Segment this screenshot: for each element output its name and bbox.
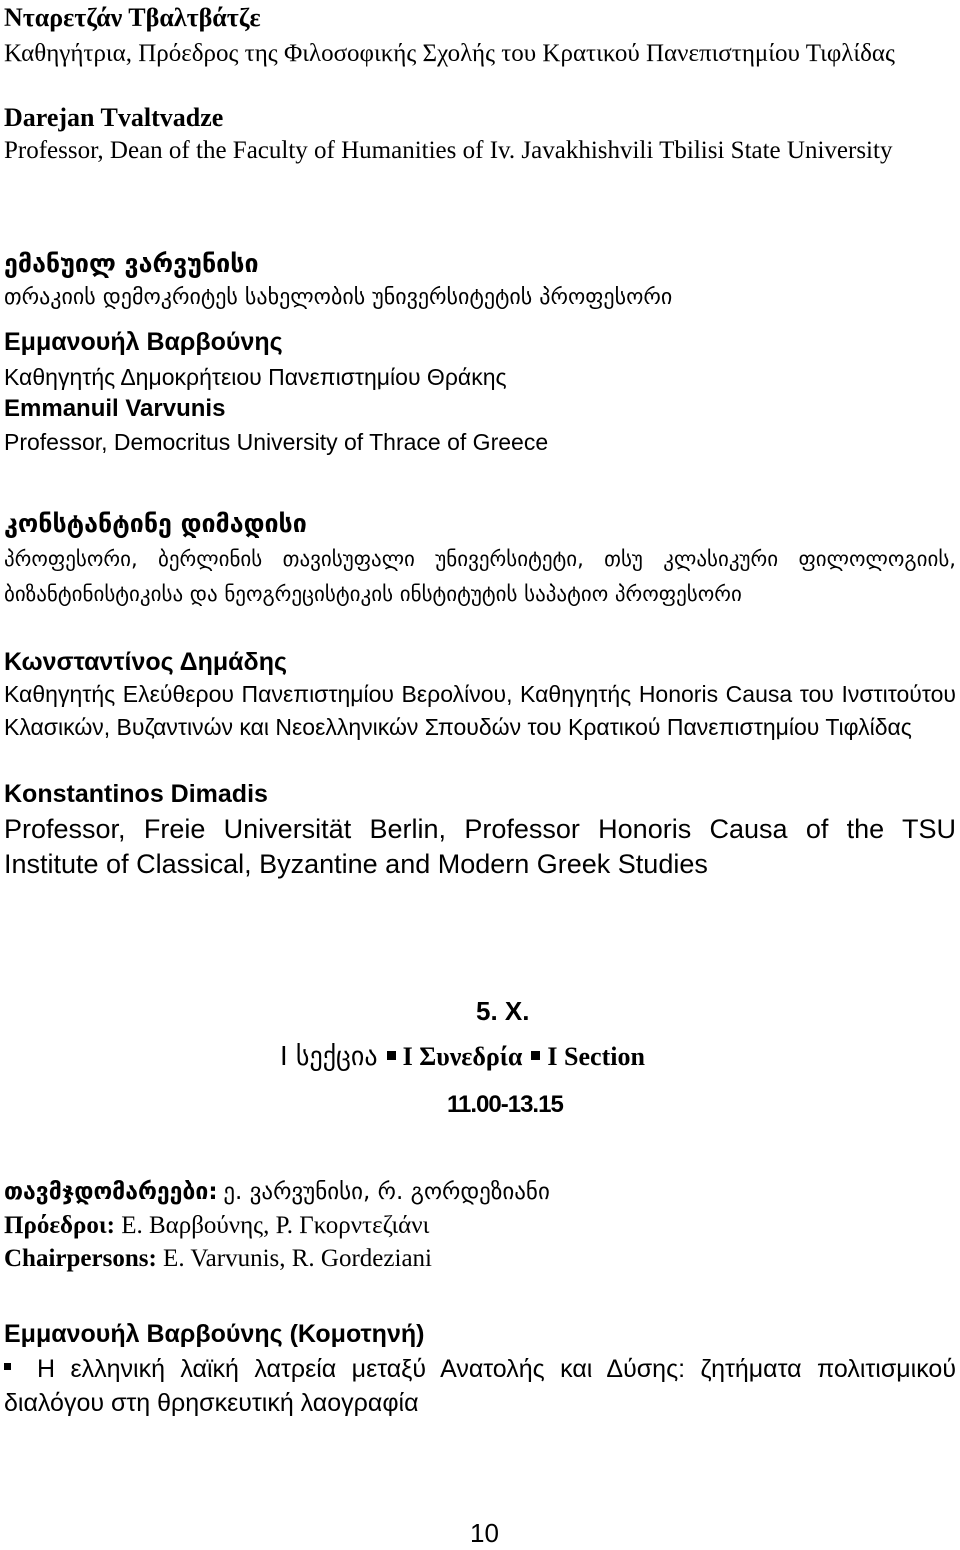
chairs-names-english: E. Varvunis, R. Gordeziani [163, 1245, 432, 1272]
chairs-names-georgian: ე. ვარვუნისი, რ. გორდეზიანი [223, 1179, 550, 1205]
person-name-english: Darejan Tvaltvadze [4, 103, 224, 132]
person-title-greek: Καθηγητής Ελεύθερου Πανεπιστημίου Βερολίνου, Καθηγητής Honoris Causa του Ινστιτούτου Κλασικών, Βυζαντινών και Νεοελληνικών Σπουδών του Κρατικού Πανεπιστημίου Τιφλίδας [4, 681, 956, 740]
person-title-greek: Καθηγήτρια, Πρόεδρος της Φιλοσοφικής Σχολής του Κρατικού Πανεπιστημίου Τιφλίδας [4, 40, 895, 67]
person-title-english: Professor, Democritus University of Thrace of Greece [4, 429, 549, 455]
person-name-georgian: ემანუილ ვარვუნისი [4, 249, 259, 278]
chairs-label-georgian: თავმჯდომარეები: [4, 1179, 218, 1205]
person-title-english: Professor, Freie Universität Berlin, Professor Honoris Causa of the TSU Institute of Classical, Byzantine and Modern Greek Studies [4, 814, 956, 879]
person-name-english: Konstantinos Dimadis [4, 780, 268, 808]
person-name-georgian: კონსტანტინე დიმადისი [4, 509, 307, 538]
session-heading [280, 1040, 645, 1074]
square-bullet-icon [531, 1051, 540, 1060]
session-time: 11.00-13.15 [447, 1091, 563, 1118]
square-bullet-icon [387, 1051, 396, 1060]
paper-title-item [4, 1352, 956, 1420]
person-name-greek: Εμμανουήλ Βαρβούνης [4, 328, 283, 356]
paper-author: Εμμανουήλ Βαρβούνης (Κομοτηνή) [4, 1320, 425, 1348]
paper-title: Η ελληνική λαϊκή λατρεία μεταξύ Ανατολής και Δύσης: ζητήματα πολιτισμικού διαλόγου στη θρησκευτική λαογραφία [4, 1355, 956, 1417]
person-title-georgian: თრაკიის დემოკრიტეს სახელობის უნივერსიტეტის პროფესორი [4, 285, 673, 310]
chairs-greek [4, 1210, 429, 1242]
person-title-english: Professor, Dean of the Faculty of Humanities of Iv. Javakhishvili Tbilisi State University [4, 137, 893, 164]
session-label-english: I Section [547, 1042, 645, 1071]
page-number: 10 [470, 1518, 499, 1548]
person-title-greek: Καθηγητής Δημοκρήτειου Πανεπιστημίου Θράκης [4, 364, 507, 390]
session-label-greek: I Συνεδρία [402, 1042, 523, 1071]
person-name-greek: Κωνσταντίνος Δημάδης [4, 648, 287, 676]
session-label-georgian: I სექცია [280, 1042, 378, 1072]
chairs-english [4, 1243, 432, 1275]
chairs-georgian [4, 1176, 550, 1208]
person-name-english: Emmanuil Varvunis [4, 395, 226, 422]
person-title-georgian: პროფესორი, ბერლინის თავისუფალი უნივერსიტეტი, თსუ კლასიკური ფილოლოგიის, ბიზანტინისტიკისა და ნეოგრეცისტიკის ინსტიტუტის საპატიო პროფესორი [4, 547, 956, 606]
session-date: 5. X. [476, 996, 530, 1026]
chairs-label-english: Chairpersons: [4, 1245, 157, 1272]
chairs-label-greek: Πρόεδροι: [4, 1212, 115, 1239]
person-name-greek: Νταρετζάν Τβαλτβάτζε [4, 3, 261, 32]
square-bullet-icon [4, 1363, 11, 1370]
chairs-names-greek: Ε. Βαρβούνης, Ρ. Γκορντεζιάνι [121, 1212, 430, 1239]
